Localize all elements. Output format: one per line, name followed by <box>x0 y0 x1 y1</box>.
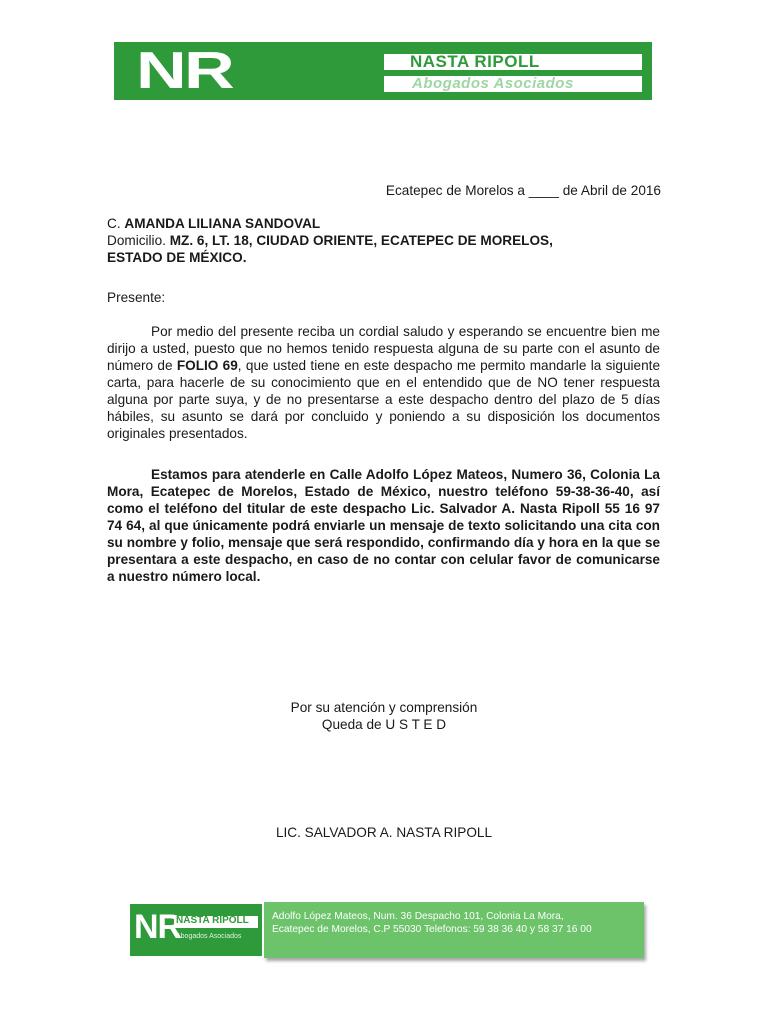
firm-subtitle: Abogados Asociados <box>412 75 574 92</box>
footer-firm-subtitle: Abogados Asociados <box>176 933 242 940</box>
domicilio-line <box>107 232 667 249</box>
paragraph-2-text: Estamos para atenderle en Calle Adolfo López Mateos, Numero 36, Colonia La Mora, Ecatepec de Morelos, Estado de México, nuestro teléfono 59-38-36-40, así como el teléfono del titular de este despacho Lic. Salvador A. Nasta Ripoll 55 16 97 74 64, al que únicamente podrá enviarle un mensaje de texto solicitando una cita con su nombre y folio, mensaje que será respondido, confirmando día y hora en la que se presentara a este despacho, en caso de no contar con celular favor de comunicarse a nuestro número local. <box>107 467 660 584</box>
footer-address <box>272 910 640 936</box>
firm-name: NASTA RIPOLL <box>410 52 540 71</box>
footer-address-box <box>264 902 644 958</box>
recipient-name: AMANDA LILIANA SANDOVAL <box>124 216 321 231</box>
body-paragraph-2 <box>107 466 660 585</box>
header-logo-banner <box>114 42 652 100</box>
footer-address-line-1: Adolfo López Mateos, Num. 36 Despacho 101, Colonia La Mora, <box>272 911 564 922</box>
footer-firm-name: NASTA RIPOLL <box>176 915 249 926</box>
closing-block <box>0 699 768 733</box>
closing-line-2: Queda de U S T E D <box>321 717 447 732</box>
paragraph-1-start: Por medio del presente reciba un cordial saludo y esperando se encuentre bien me dirijo a usted, puesto que no hemos tenido respuesta alguna de su parte con el asunto de número de <box>107 324 660 373</box>
signature-name: LIC. SALVADOR A. NASTA RIPOLL <box>275 825 493 840</box>
footer-logo <box>130 904 262 956</box>
domicilio-value-1: MZ. 6, LT. 18, CIUDAD ORIENTE, ECATEPEC DE MORELOS, <box>169 233 553 248</box>
closing-line-1: Por su atención y comprensión <box>290 700 478 715</box>
logo-letters: NR <box>136 42 232 100</box>
footer-logo-letters: NR <box>134 908 182 946</box>
recipient-prefix: C. <box>107 216 125 231</box>
domicilio-line-2 <box>107 249 667 266</box>
paragraph-1-end: , que usted tiene en este despacho me permito mandarle la siguiente carta, para hacerle de su conocimiento que en el entendido que de NO tener respuesta alguna por parte suya, y de no presentarse a este despacho dentro del plazo de 5 días hábiles, su asunto se dará por concluido y poniendo a su disposición los documentos originales presentados. <box>107 358 660 441</box>
domicilio-value-2: ESTADO DE MÉXICO. <box>107 250 247 265</box>
footer-address-line-2: Ecatepec de Morelos, C.P 55030 Telefonos: 59 38 36 40 y 58 37 16 00 <box>272 924 592 935</box>
greeting: Presente: <box>107 290 166 305</box>
body-paragraph-1 <box>107 323 660 442</box>
recipient-block <box>107 215 667 266</box>
date-line: Ecatepec de Morelos a ____ de Abril de 2016 <box>385 183 661 198</box>
recipient-line <box>107 215 667 232</box>
domicilio-label: Domicilio. <box>107 233 170 248</box>
folio-number: FOLIO 69 <box>176 358 238 373</box>
